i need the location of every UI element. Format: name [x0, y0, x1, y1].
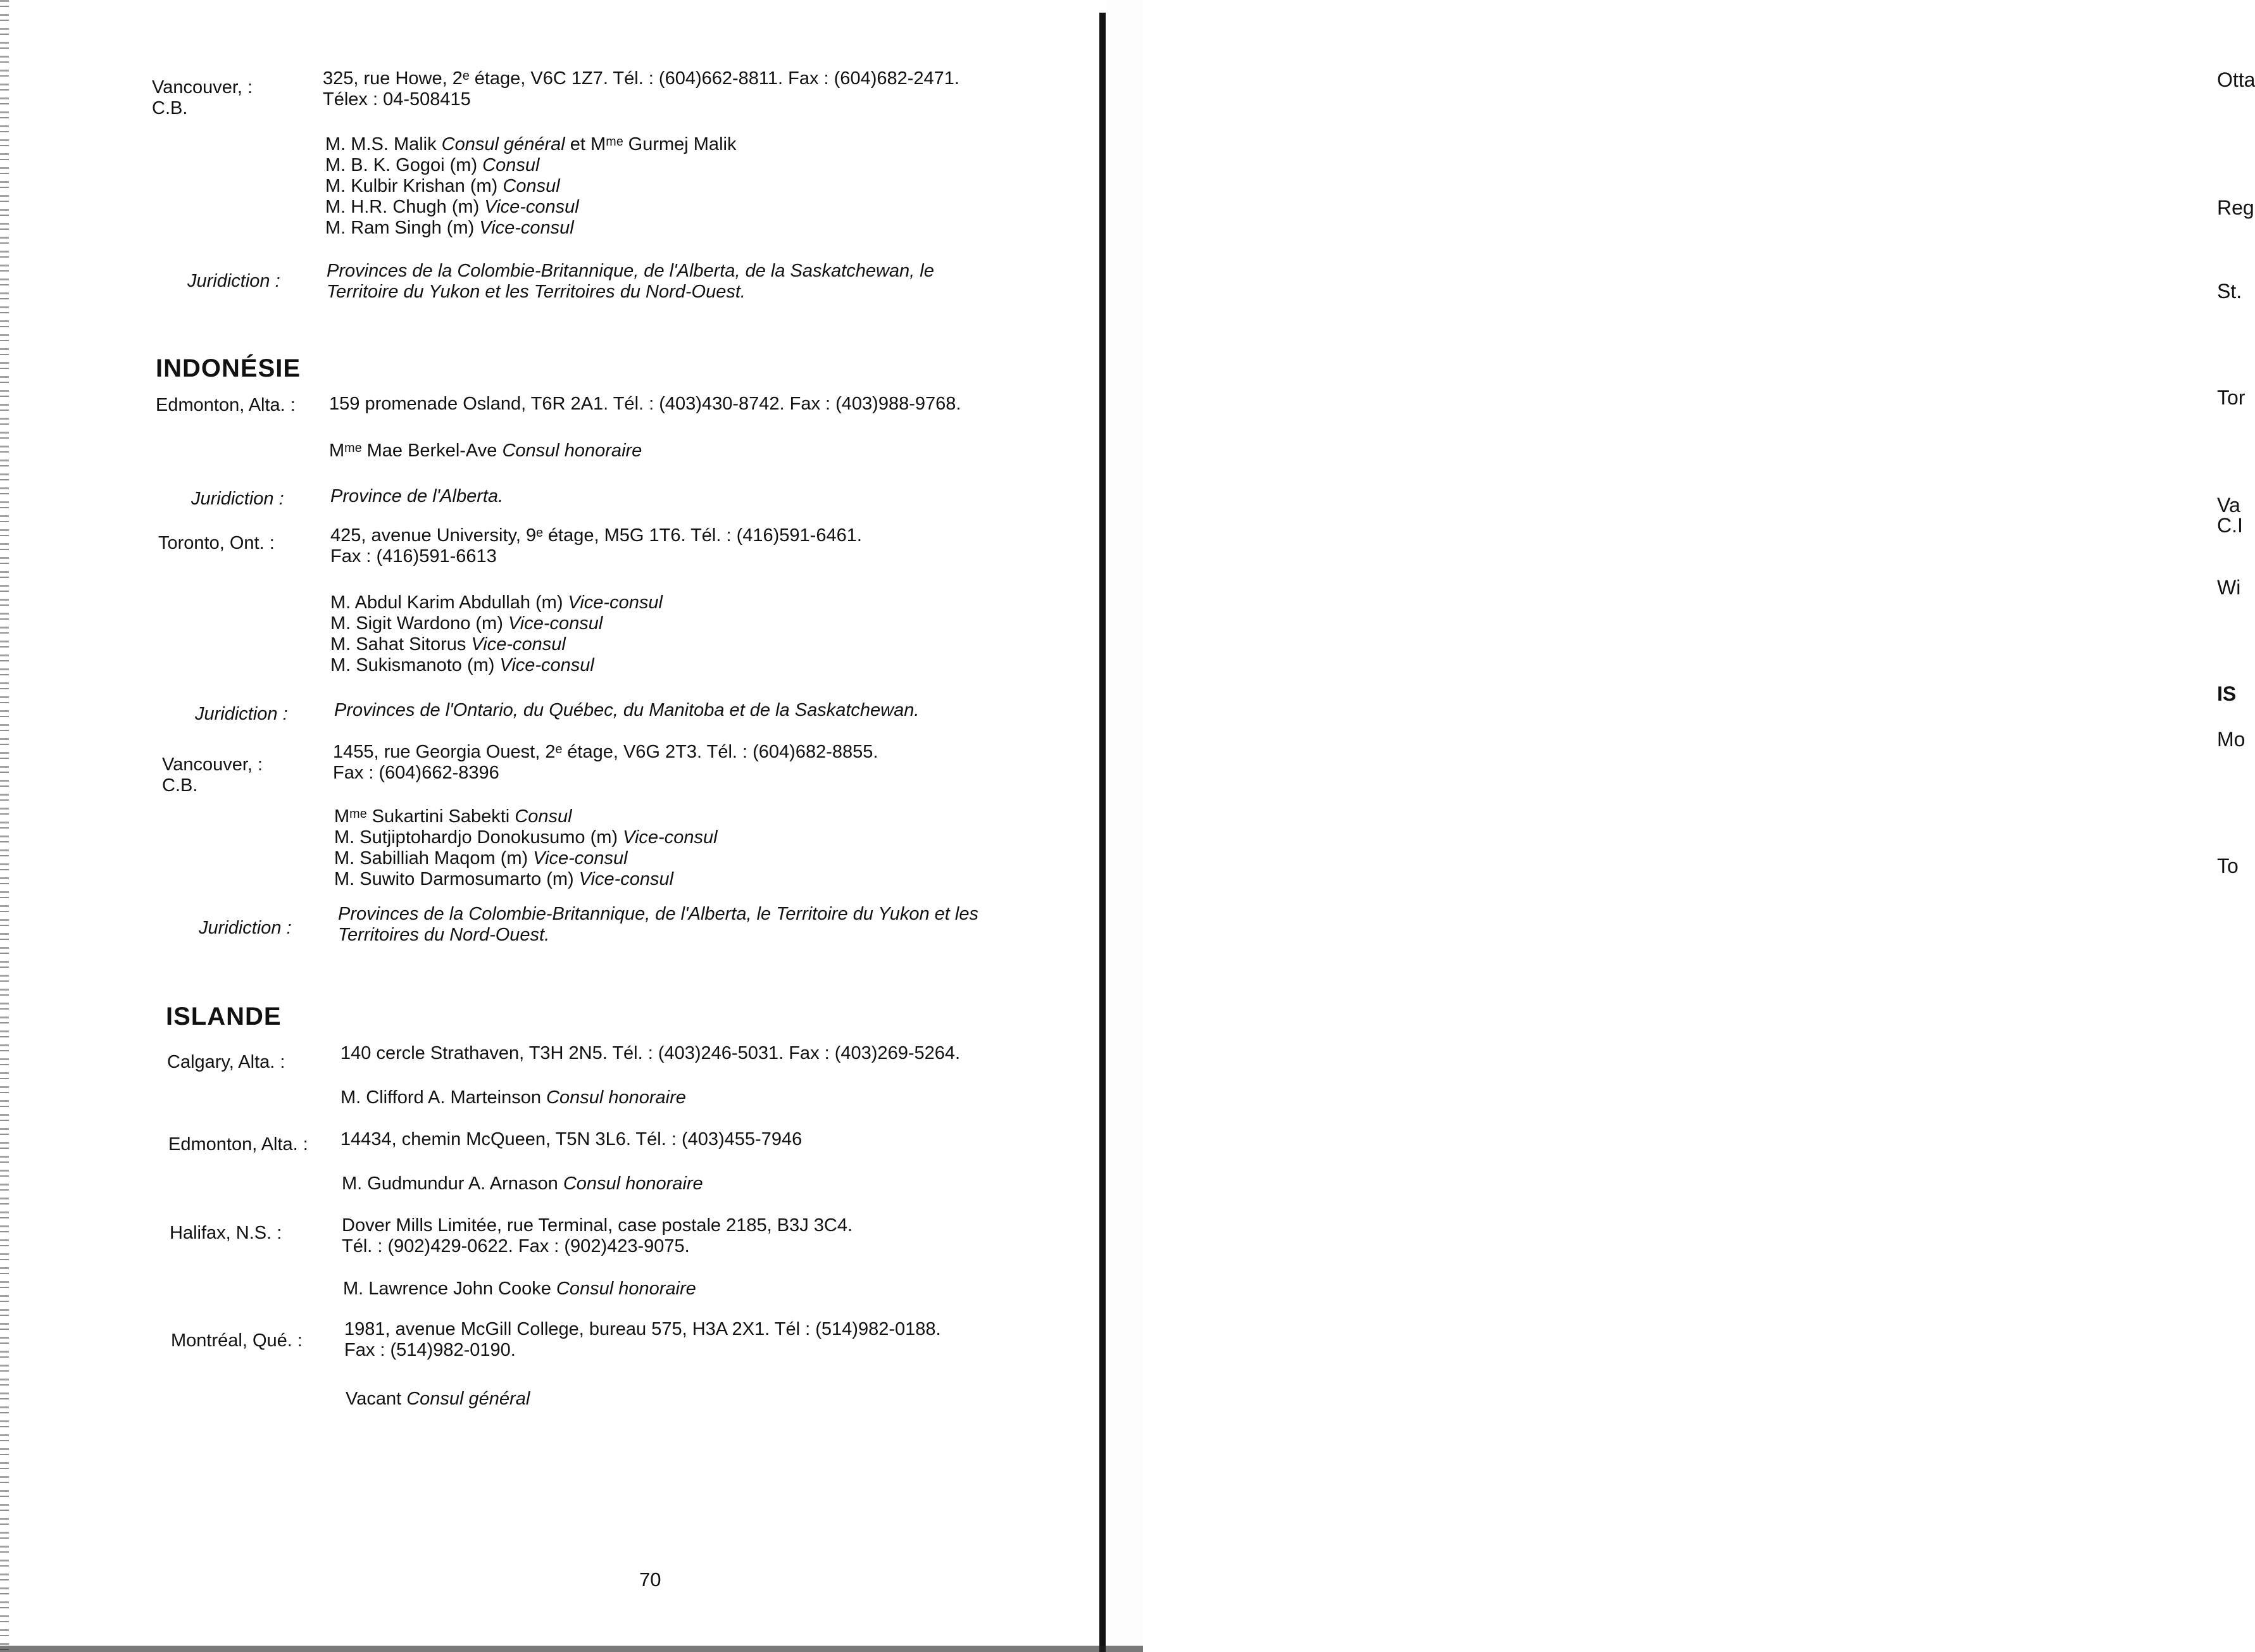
person-title: Consul général	[441, 134, 565, 154]
jurisdiction-label: Juridiction :	[187, 271, 280, 291]
person-title: Vice-consul	[578, 869, 674, 889]
address-line: Fax : (416)591-6613	[330, 546, 497, 566]
staff-list	[330, 592, 663, 676]
country-heading: INDONÉSIE	[156, 354, 301, 382]
staff-entry	[334, 827, 718, 848]
city-label: Edmonton, Alta. :	[156, 395, 296, 415]
edge-fragment: To	[2217, 854, 2239, 877]
person-title: Vice-consul	[568, 592, 663, 613]
staff-entry	[325, 134, 736, 155]
person-name: M. Clifford A. Marteinson	[340, 1087, 547, 1108]
jurisdiction-label: Juridiction :	[191, 489, 284, 509]
city-label: Calgary, Alta. :	[167, 1052, 285, 1072]
staff-entry	[334, 869, 718, 890]
person-name: M. Sukismanoto (m)	[330, 655, 500, 675]
person-name: M. Sabilliah Maqom (m)	[334, 848, 534, 868]
address-block: 14434, chemin McQueen, T5N 3L6. Tél. : (403)455-7946	[340, 1129, 803, 1149]
edge-fragment: C.I	[2217, 514, 2243, 537]
jurisdiction-text	[338, 904, 978, 946]
person-name: M. Sutjiptohardjo Donokusumo (m)	[334, 827, 623, 848]
person-title: Vice-consul	[471, 634, 566, 654]
address-line: 1455, rue Georgia Ouest, 2ᵉ étage, V6G 2T3. Tél. : (604)682-8855.	[333, 742, 878, 762]
person-name: M. Lawrence John Cooke	[343, 1279, 556, 1299]
jurisdiction-text: Provinces de l'Ontario, du Québec, du Manitoba et de la Saskatchewan.	[334, 700, 920, 720]
staff-entry	[329, 441, 642, 461]
city-label: Vancouver, : C.B.	[152, 77, 253, 118]
person-name: M. Sahat Sitorus	[330, 634, 472, 654]
staff-entry	[325, 155, 736, 176]
edge-fragment: Va	[2217, 494, 2240, 516]
person-title: Consul honoraire	[502, 441, 642, 461]
edge-fragment: Mo	[2217, 728, 2246, 751]
jurisdiction-line: Territoire du Yukon et les Territoires du Nord-Ouest.	[327, 282, 746, 302]
city-label: Toronto, Ont. :	[158, 533, 275, 553]
address-block	[330, 525, 862, 567]
person-title: Consul	[503, 176, 560, 196]
edge-fragment: Tor	[2217, 386, 2246, 409]
address-line: Fax : (514)982-0190.	[344, 1340, 516, 1360]
person-title: Vice-consul	[499, 655, 594, 675]
address-line: Télex : 04-508415	[323, 89, 471, 110]
jurisdiction-label: Juridiction :	[195, 704, 288, 724]
staff-entry	[334, 806, 718, 827]
jurisdiction-text: Province de l'Alberta.	[330, 486, 504, 506]
jurisdiction-line: Territoires du Nord-Ouest.	[338, 925, 550, 945]
person-name: M. H.R. Chugh (m)	[325, 197, 485, 217]
jurisdiction-line: Provinces de la Colombie-Britannique, de l'Alberta, le Territoire du Yukon et les	[338, 904, 978, 924]
person-title: Consul	[515, 806, 572, 827]
staff-entry	[325, 197, 736, 218]
person-name: M. Gudmundur A. Arnason	[342, 1173, 563, 1194]
person-title: Vice-consul	[484, 197, 579, 217]
staff-list	[325, 134, 736, 239]
person-name: M. M.S. Malik	[325, 134, 442, 154]
edge-fragment: Reg	[2217, 196, 2254, 219]
edge-fragment: St.	[2217, 280, 2242, 303]
page-number: 70	[639, 1568, 661, 1591]
address-block	[342, 1215, 853, 1257]
address-line: Dover Mills Limitée, rue Terminal, case postale 2185, B3J 3C4.	[342, 1215, 853, 1236]
staff-entry	[330, 655, 663, 676]
city-label: Halifax, N.S. :	[170, 1223, 282, 1243]
city-label: Montréal, Qué. :	[171, 1330, 303, 1351]
person-name: M. Suwito Darmosumarto (m)	[334, 869, 579, 889]
person-title: Vice-consul	[479, 218, 574, 238]
staff-entry	[330, 592, 663, 613]
staff-entry	[346, 1389, 530, 1410]
person-title: Consul	[482, 155, 540, 175]
address-block	[329, 394, 961, 415]
person-name: M. Sigit Wardono (m)	[330, 613, 508, 634]
person-name: M. Kulbir Krishan (m)	[325, 176, 503, 196]
scan-binding-bar	[1099, 13, 1106, 1652]
staff-entry	[334, 848, 718, 869]
person-name: M. B. K. Gogoi (m)	[325, 155, 483, 175]
adjacent-page-strip	[1106, 0, 2255, 1652]
city-label: Vancouver, : C.B.	[162, 754, 263, 796]
address-line: 159 promenade Osland, T6R 2A1. Tél. : (403)430-8742. Fax : (403)988-9768.	[329, 394, 961, 414]
person-name: Mᵐᵉ Mae Berkel-Ave	[329, 441, 503, 461]
city-label: Edmonton, Alta. :	[168, 1134, 308, 1155]
staff-entry	[340, 1087, 686, 1108]
person-title: Consul honoraire	[556, 1279, 696, 1299]
jurisdiction-text	[327, 261, 934, 303]
staff-entry	[342, 1173, 703, 1194]
jurisdiction-label: Juridiction :	[199, 918, 292, 938]
address-line: 425, avenue University, 9ᵉ étage, M5G 1T6. Tél. : (416)591-6461.	[330, 525, 862, 546]
person-name: Vacant	[346, 1389, 407, 1409]
address-block	[323, 68, 959, 110]
scan-left-edge	[0, 0, 9, 1652]
edge-fragment: IS	[2217, 682, 2237, 705]
person-title: Consul général	[406, 1389, 530, 1409]
address-line: Tél. : (902)429-0622. Fax : (902)423-9075.	[342, 1236, 690, 1256]
address-line: 1981, avenue McGill College, bureau 575, H3A 2X1. Tél : (514)982-0188.	[344, 1319, 941, 1339]
address-block: 140 cercle Strathaven, T3H 2N5. Tél. : (403)246-5031. Fax : (403)269-5264.	[340, 1043, 961, 1063]
scan-bottom-edge	[0, 1646, 1143, 1652]
person-name: M. Ram Singh (m)	[325, 218, 480, 238]
staff-list	[334, 806, 718, 890]
address-line: 325, rue Howe, 2ᵉ étage, V6C 1Z7. Tél. : (604)662-8811. Fax : (604)682-2471.	[323, 68, 959, 89]
person-name: Mᵐᵉ Sukartini Sabekti	[334, 806, 515, 827]
person-title: Consul honoraire	[546, 1087, 686, 1108]
person-name: M. Abdul Karim Abdullah (m)	[330, 592, 568, 613]
person-title: Vice-consul	[533, 848, 628, 868]
country-heading: ISLANDE	[166, 1003, 282, 1030]
person-extra: et Mᵐᵉ Gurmej Malik	[565, 134, 737, 154]
address-line: Fax : (604)662-8396	[333, 763, 499, 783]
staff-entry	[325, 176, 736, 197]
person-title: Vice-consul	[623, 827, 718, 848]
person-title: Vice-consul	[508, 613, 603, 634]
staff-entry	[330, 613, 663, 634]
jurisdiction-line: Provinces de la Colombie-Britannique, de l'Alberta, de la Saskatchewan, le	[327, 261, 934, 281]
edge-fragment: Wi	[2217, 576, 2241, 599]
person-title: Consul honoraire	[563, 1173, 703, 1194]
address-block	[333, 742, 878, 784]
staff-entry	[330, 634, 663, 655]
address-block	[344, 1319, 941, 1361]
staff-entry	[325, 218, 736, 239]
staff-entry	[343, 1279, 696, 1299]
edge-fragment: Otta	[2217, 68, 2255, 91]
